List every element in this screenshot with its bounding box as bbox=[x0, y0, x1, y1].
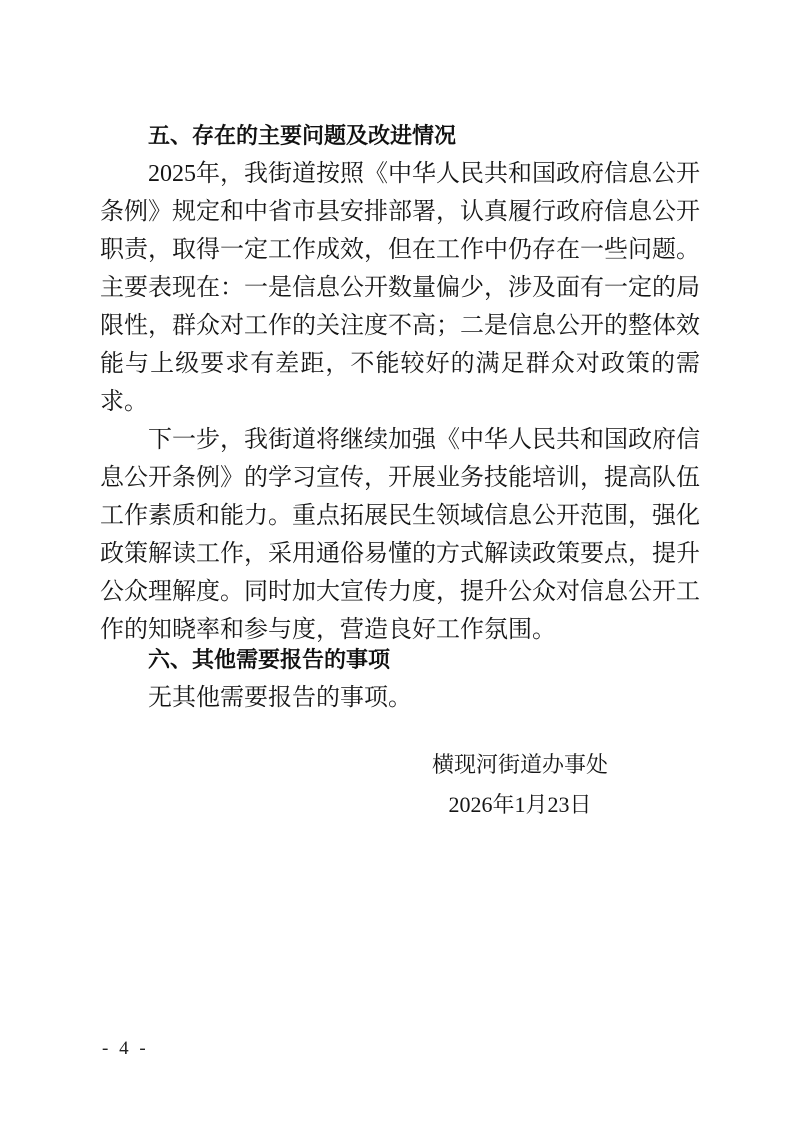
signature-date: 2026年1月23日 bbox=[448, 792, 592, 817]
section-5-paragraph-2: 下一步，我街道将继续加强《中华人民共和国政府信息公开条例》的学习宣传，开展业务技能培训，提高队伍工作素质和能力。重点拓展民生领域信息公开范围，强化政策解读工作，采用通俗易懂的方式解读政策要点，提升公众理解度。同时加大宣传力度，提升公众对信息公开工作的知晓率和参与度，营造良好工作氛围。 bbox=[100, 427, 700, 643]
page-number: - 4 - bbox=[102, 1038, 149, 1059]
signature-organization: 横现河街道办事处 bbox=[432, 752, 609, 777]
section-5-heading: 五、存在的主要问题及改进情况 bbox=[148, 123, 457, 148]
section-6-heading: 六、其他需要报告的事项 bbox=[148, 647, 391, 672]
signature-block bbox=[432, 745, 608, 825]
document-body bbox=[100, 117, 700, 717]
section-5-paragraph-1: 2025年，我街道按照《中华人民共和国政府信息公开条例》规定和中省市县安排部署，认真履行政府信息公开职责，取得一定工作成效，但在工作中仍存在一些问题。主要表现在：一是信息公开数量偏少，涉及面有一定的局限性，群众对工作的关注度不高；二是信息公开的整体效能与上级要求有差距，不能较好的满足群众对政策的需求。 bbox=[100, 161, 700, 415]
section-6-paragraph-1: 无其他需要报告的事项。 bbox=[148, 685, 412, 711]
